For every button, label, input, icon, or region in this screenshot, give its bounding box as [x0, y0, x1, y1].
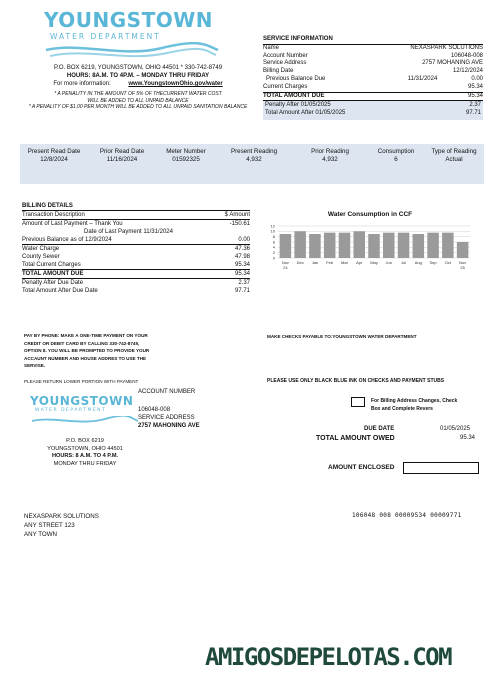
- x-tick-label: Jul: [400, 260, 407, 265]
- phone-pay-line: CREDIT OR DEBIT CARD BY CALLING 330-742-8749,: [24, 340, 140, 346]
- header-hours: HOURS: 8A.M. TO 4P.M. – MONDAY THRU FRIDAY: [66, 73, 210, 79]
- total-due-label: TOTAL AMOUNT DUE: [263, 92, 325, 99]
- total-after-row: [265, 110, 481, 118]
- billing-total-due-label: TOTAL AMOUNT DUE: [22, 271, 84, 277]
- current-charges-label: Current Charges: [263, 83, 308, 90]
- prev-balance: 0.00: [238, 237, 250, 243]
- county-sewer-label: County Sewer: [22, 254, 60, 260]
- reading-value: 4,932: [322, 156, 338, 163]
- billing-total-due: 95.34: [234, 271, 250, 277]
- x-tick-label: Apr: [356, 260, 363, 265]
- more-info-label: For more information:: [53, 81, 111, 87]
- x-tick-label: Aug: [414, 260, 422, 265]
- total-owed-label: TOTAL AMOUNT OWED: [316, 435, 395, 442]
- chart-title: Water Consumption in CCF: [327, 211, 413, 218]
- stub-logo-subtitle: WATER DEPARTMENT: [35, 408, 107, 413]
- total-due: 95.34: [467, 92, 483, 99]
- stub-service-label: SERVICE ADDRESS: [138, 415, 195, 421]
- service-name-label: Name: [263, 44, 280, 51]
- youngstown-logo: [42, 8, 222, 64]
- readings-table: [20, 148, 484, 164]
- service-name: NEXASPARK SOLUTIONS: [410, 44, 483, 51]
- last-payment: -150.61: [229, 221, 250, 227]
- stub-account: 106048-008: [138, 407, 171, 413]
- mailing-line: ANY STREET 123: [24, 522, 75, 529]
- water-charge-row: [22, 244, 250, 253]
- consumption-bar: [368, 234, 380, 258]
- reading-header: Present Read Date: [27, 148, 81, 155]
- penalty-box: [263, 101, 483, 120]
- consumption-bar: [413, 234, 425, 258]
- reading-header: Type of Reading: [431, 148, 477, 155]
- stub-address: [20, 438, 150, 468]
- penalty-notice-1: * A PENALITY IN THE AMOUNT OF 5% OF THECURRENT WATER COST: [54, 91, 222, 97]
- scanline: 106048 008 00009534 00009771: [352, 512, 462, 519]
- consumption-bar: [324, 233, 336, 258]
- total-after-amount: 97.71: [465, 110, 481, 117]
- county-sewer-row: [22, 253, 250, 261]
- service-address-label: Service Address: [263, 60, 307, 67]
- ink-notice: PLEASE USE ONLY BLACK BLUE INK ON CHECKS AND PAYMENT STUBS: [267, 378, 445, 384]
- billing-title: BILLING DETAILS: [22, 202, 250, 211]
- previous-balance-label: Previous Balance Due: [266, 75, 326, 82]
- x-tick-label: Sep: [429, 260, 437, 265]
- x-tick-label: Nov 25: [459, 260, 467, 270]
- x-tick-label: May: [370, 260, 378, 265]
- stub-days: MONDAY THRU FRIDAY: [53, 460, 117, 467]
- service-account-label: Account Number: [263, 52, 308, 59]
- total-after-label: Total Amount After 01/05/2025: [265, 110, 346, 117]
- previous-balance: 0.00: [471, 75, 483, 82]
- service-information: [263, 36, 483, 120]
- billing-details: [22, 202, 250, 295]
- stub-address-line: YOUNGSTOWN, OHIO 44501: [47, 445, 123, 452]
- water-charge: 47.36: [234, 246, 250, 252]
- prev-balance-label: Previous Balance as of 12/9/2024: [22, 237, 112, 243]
- last-payment-date: Date of Last Payment 11/31/2024: [84, 229, 173, 235]
- stub-hours: HOURS: 8 A.M. TO 4 P.M.: [51, 453, 119, 460]
- x-tick-label: Feb: [326, 260, 334, 265]
- reading-value: 12/8/2024: [40, 156, 68, 163]
- logo-name: YOUNGSTOWN: [44, 8, 214, 32]
- y-tick-label: 0: [272, 255, 275, 261]
- billing-total-after-row: [22, 287, 250, 295]
- last-payment-row: [22, 220, 250, 228]
- billing-date-row: [263, 68, 483, 76]
- previous-balance-date: 11/31/2024: [407, 75, 438, 82]
- service-account: 106048-008: [450, 52, 483, 59]
- reading-value: 4,932: [246, 156, 262, 163]
- total-current-label: Total Current Charges: [22, 262, 81, 268]
- water-charge-label: Water Charge: [22, 246, 60, 252]
- consumption-bar: [398, 233, 410, 258]
- previous-balance-row: [263, 76, 483, 84]
- consumption-bar: [442, 233, 454, 258]
- total-current-row: [22, 261, 250, 269]
- service-address: 2757 MOHANING AVE: [422, 60, 483, 67]
- checks-payable: MAKE CHECKS PAYABLE TO:YOUNGSTOWN WATER DEPARTMENT: [267, 334, 417, 339]
- more-info-line: [20, 80, 256, 88]
- penalty-row: [265, 102, 481, 110]
- county-sewer: 47.98: [234, 254, 250, 260]
- stub-account-block: [138, 388, 200, 430]
- mailing-line: NEXASPARK SOLUTIONS: [24, 513, 99, 520]
- billing-total-after-label: Total Amount After Due Date: [22, 288, 98, 294]
- billing-header-amount: $ Amount: [224, 212, 250, 218]
- consumption-bar: [309, 234, 321, 258]
- consumption-bar: [294, 231, 306, 258]
- stub-account-label: ACCOUNT NUMBER: [138, 389, 196, 395]
- billing-penalty-row: [22, 279, 250, 287]
- billing-date-label: Billing Date: [263, 68, 294, 75]
- stub-wave-icon: [30, 416, 140, 428]
- address-change-line: Box and Complete Revers: [371, 406, 433, 412]
- x-tick-label: Dec: [296, 260, 304, 265]
- reading-header: Prior Reading: [311, 148, 349, 155]
- service-account-row: [263, 53, 483, 61]
- amount-enclosed-label: AMOUNT ENCLOSED: [328, 464, 395, 471]
- water-consumption-chart: [264, 222, 474, 292]
- total-owed: 95.34: [460, 435, 476, 441]
- logo-subtitle: WATER DEPARTMENT: [50, 32, 161, 41]
- reading-header: Consumption: [377, 148, 415, 155]
- consumption-bar: [280, 234, 292, 258]
- billing-penalty-label: Penalty After Due Date: [22, 280, 84, 286]
- service-info-title: SERVICE INFORMATION: [263, 36, 483, 45]
- mailing-address: [24, 512, 99, 539]
- x-tick-label: Oct: [444, 260, 451, 265]
- consumption-bar: [457, 242, 469, 258]
- billing-total-after: 97.71: [234, 288, 250, 294]
- last-payment-label: Amount of Last Payment – Thank You: [22, 221, 123, 227]
- reading-header: Prior Read Date: [99, 148, 145, 155]
- billing-total-due-row: [22, 269, 250, 279]
- reading-header: Meter Number: [166, 148, 206, 155]
- total-current: 95.34: [234, 262, 250, 268]
- y-tick-label: 2: [272, 250, 275, 256]
- return-notice: PLEASE RETURN LOWER PORTION WITH PAYMENT: [24, 379, 139, 384]
- y-tick-label: 10: [270, 228, 275, 234]
- address-change-note: [371, 397, 457, 413]
- penalty-amount: 2.37: [469, 102, 481, 109]
- consumption-bar: [353, 231, 365, 258]
- y-tick-label: 6: [272, 239, 275, 245]
- stub-logo-name: YOUNGSTOWN: [30, 394, 134, 408]
- penalty-notice-2: WILL BE ADDED TO ALL UNPAID BALANCE: [87, 98, 189, 104]
- x-tick-label: Mar: [341, 260, 348, 265]
- penalty-label: Penalty After 01/05/2025: [265, 102, 331, 109]
- stub-address-line: P.O. BOX 6219: [66, 438, 104, 444]
- current-charges: 95.34: [467, 83, 483, 90]
- billing-header-row: [22, 211, 250, 220]
- phone-pay-line: PAY BY PHONE: MAKE A ONE-TIME PAYMENT ON YOUR: [24, 333, 148, 338]
- stub-logo: [30, 394, 140, 430]
- penalty-notice-3: * A PENALITY OF $1.00 PER MONTH WILL BE ADDED TO ALL UNPAID SANITATION BALANCE: [28, 104, 248, 110]
- address-change-checkbox[interactable]: [351, 397, 365, 407]
- billing-date: 12/12/2024: [452, 68, 483, 75]
- reading-header: Present Reading: [230, 148, 278, 155]
- reading-value: 6: [394, 156, 398, 163]
- watermark: AMIGOSDEPELOTAS.COM: [205, 643, 452, 671]
- phone-pay-line: SERVISE.: [24, 363, 46, 369]
- billing-penalty: 2.37: [238, 280, 250, 286]
- reading-value: Actual: [445, 156, 463, 163]
- pay-by-phone: [24, 332, 204, 370]
- x-tick-label: Jun: [385, 260, 392, 265]
- due-date-label: DUE DATE: [364, 426, 395, 432]
- consumption-bar: [339, 233, 351, 258]
- mailing-line: ANY TOWN: [24, 531, 58, 538]
- phone-pay-line: ACCAUNT NUMBER AND HOUSE ADDRES TO USE THE: [24, 355, 147, 361]
- y-tick-label: 8: [272, 234, 275, 240]
- reading-value: 11/16/2024: [106, 156, 138, 163]
- service-name-row: [263, 45, 483, 53]
- x-tick-label: Jan: [311, 260, 319, 265]
- address-change-line: For Billing Address Changes, Check: [371, 398, 458, 404]
- y-tick-label: 12: [270, 223, 275, 229]
- consumption-bar: [383, 233, 395, 258]
- consumption-bar: [427, 233, 439, 258]
- amount-enclosed-input[interactable]: [403, 462, 479, 474]
- more-info-link[interactable]: www.YoungstownOhio.gov/water: [128, 81, 223, 87]
- prev-balance-row: [22, 236, 250, 244]
- current-charges-row: [263, 84, 483, 92]
- reading-value: 01592325: [172, 156, 200, 163]
- header-address: P.O. BOX 6219, YOUNGSTOWN, OHIO 44501 * 330-742-8749: [53, 65, 223, 71]
- billing-header-desc: Transaction Description: [22, 212, 85, 218]
- water-wave-icon: [42, 42, 222, 64]
- due-date: 01/05/2025: [440, 426, 471, 432]
- y-tick-label: 4: [272, 244, 275, 250]
- service-address-row: [263, 60, 483, 68]
- phone-pay-line: OPTION 8. YOU WILL BE PROMPTED TO PROVIDE YOUR: [24, 348, 150, 354]
- total-due-row: [263, 92, 483, 102]
- stub-service: 2757 MAHONING AVE: [138, 423, 200, 429]
- x-tick-label: Nov 24: [281, 260, 289, 270]
